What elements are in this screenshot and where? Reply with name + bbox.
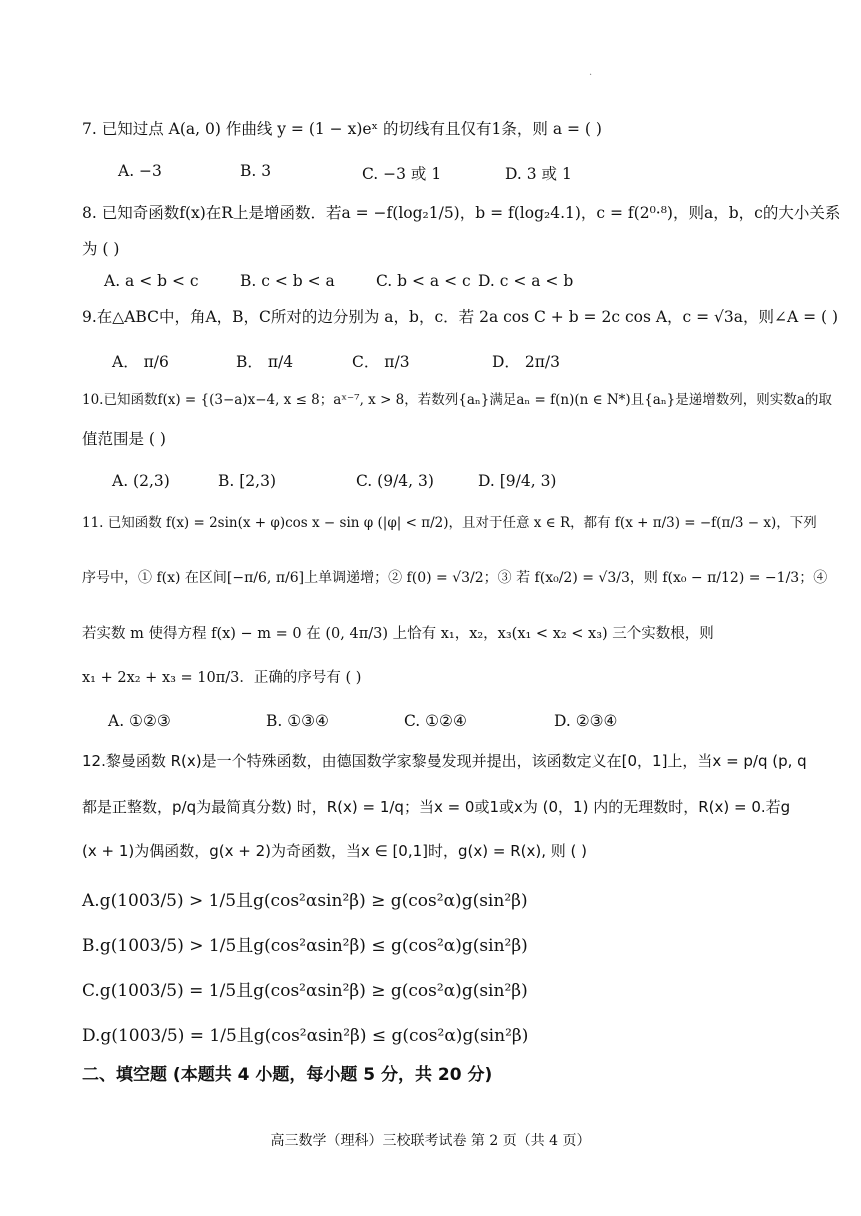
q9-option-c: C． π/3 (352, 353, 410, 371)
question-9-stem: 9.在△ABC中，角A，B，C所对的边分别为 a，b，c．若 2a cos C + b = 2c cos A，c = √3a，则∠A = ( ) (82, 308, 839, 326)
q12-option-b: B.g(1003/5) > 1/5且g(cos²αsin²β) ≤ g(cos²α)g(sin²β) (82, 936, 528, 956)
q10-option-c: C. (9/4, 3) (356, 472, 434, 490)
q7-option-d: D. 3 或 1 (505, 165, 572, 183)
question-11-stem-line1: 11. 已知函数 f(x) = 2sin(x + φ)cos x − sin φ (|φ| < π/2)，且对于任意 x ∈ R，都有 f(x + π/3) = −f(π/3 − x)，下列 (82, 515, 817, 531)
question-7-stem: 7. 已知过点 A(a, 0) 作曲线 y = (1 − x)eˣ 的切线有且仅有1条，则 a = ( ) (82, 120, 602, 138)
question-11-stem-line2: 序号中，① f(x) 在区间[−π/6, π/6]上单调递增；② f(0) = √3/2；③ 若 f(x₀/2) = √3/3，则 f(x₀ − π/12) = −1/3；④ (82, 570, 828, 586)
question-8-stem-line2: 为 ( ) (82, 240, 120, 258)
q10-option-a: A. (2,3) (112, 472, 170, 490)
q11-option-b: B. ①③④ (266, 712, 329, 730)
scan-dot: · (589, 70, 593, 81)
question-11-stem-line4: x₁ + 2x₂ + x₃ = 10π/3．正确的序号有 ( ) (82, 670, 362, 686)
question-12-stem-line1: 12.黎曼函数 R(x)是一个特殊函数，由德国数学家黎曼发现并提出，该函数定义在[0，1]上，当x = p/q (p, q (82, 752, 807, 770)
q8-option-a: A. a < b < c (104, 272, 199, 290)
question-8-stem-line1: 8. 已知奇函数f(x)在R上是增函数．若a = −f(log₂1/5)，b = f(log₂4.1)，c = f(2⁰·⁸)，则a，b，c的大小关系 (82, 204, 841, 222)
q10-option-b: B. [2,3) (218, 472, 276, 490)
question-12-stem-line3: (x + 1)为偶函数，g(x + 2)为奇函数，当x ∈ [0,1]时，g(x) = R(x), 则 ( ) (82, 842, 588, 860)
section-title-fill-in: 二、填空题 (本题共 4 小题，每小题 5 分，共 20 分) (82, 1065, 493, 1085)
q8-option-d: D. c < a < b (478, 272, 574, 290)
q8-option-b: B. c < b < a (240, 272, 335, 290)
q7-option-b: B. 3 (240, 162, 272, 180)
q8-option-c: C. b < a < c (376, 272, 471, 290)
question-10-stem-line1: 10.已知函数f(x) = {(3−a)x−4, x ≤ 8；aˣ⁻⁷, x > 8，若数列{aₙ}满足aₙ = f(n)(n ∈ N*)且{aₙ}是递增数列，则实数a的取 (82, 392, 832, 408)
page-footer: 高三数学（理科）三校联考试卷 第 2 页（共 4 页） (270, 1133, 591, 1149)
q7-option-a: A. −3 (118, 162, 162, 180)
q12-option-a: A.g(1003/5) > 1/5且g(cos²αsin²β) ≥ g(cos²α)g(sin²β) (82, 891, 528, 911)
question-12-stem-line2: 都是正整数，p/q为最简真分数) 时，R(x) = 1/q；当x = 0或1或x为 (0，1) 内的无理数时，R(x) = 0.若g (82, 798, 791, 816)
question-11-stem-line3: 若实数 m 使得方程 f(x) − m = 0 在 (0, 4π/3) 上恰有 x₁，x₂，x₃(x₁ < x₂ < x₃) 三个实数根，则 (82, 626, 714, 642)
q7-option-c: C. −3 或 1 (362, 165, 442, 183)
q11-option-d: D. ②③④ (554, 712, 618, 730)
q9-option-d: D． 2π/3 (492, 353, 560, 371)
q11-option-a: A. ①②③ (108, 712, 171, 730)
q10-option-d: D. [9/4, 3) (478, 472, 557, 490)
question-10-stem-line2: 值范围是 ( ) (82, 430, 166, 448)
q9-option-a: A． π/6 (112, 353, 169, 371)
q9-option-b: B． π/4 (236, 353, 294, 371)
q11-option-c: C. ①②④ (404, 712, 467, 730)
q12-option-c: C.g(1003/5) = 1/5且g(cos²αsin²β) ≥ g(cos²α)g(sin²β) (82, 981, 528, 1001)
q12-option-d: D.g(1003/5) = 1/5且g(cos²αsin²β) ≤ g(cos²α)g(sin²β) (82, 1026, 529, 1046)
